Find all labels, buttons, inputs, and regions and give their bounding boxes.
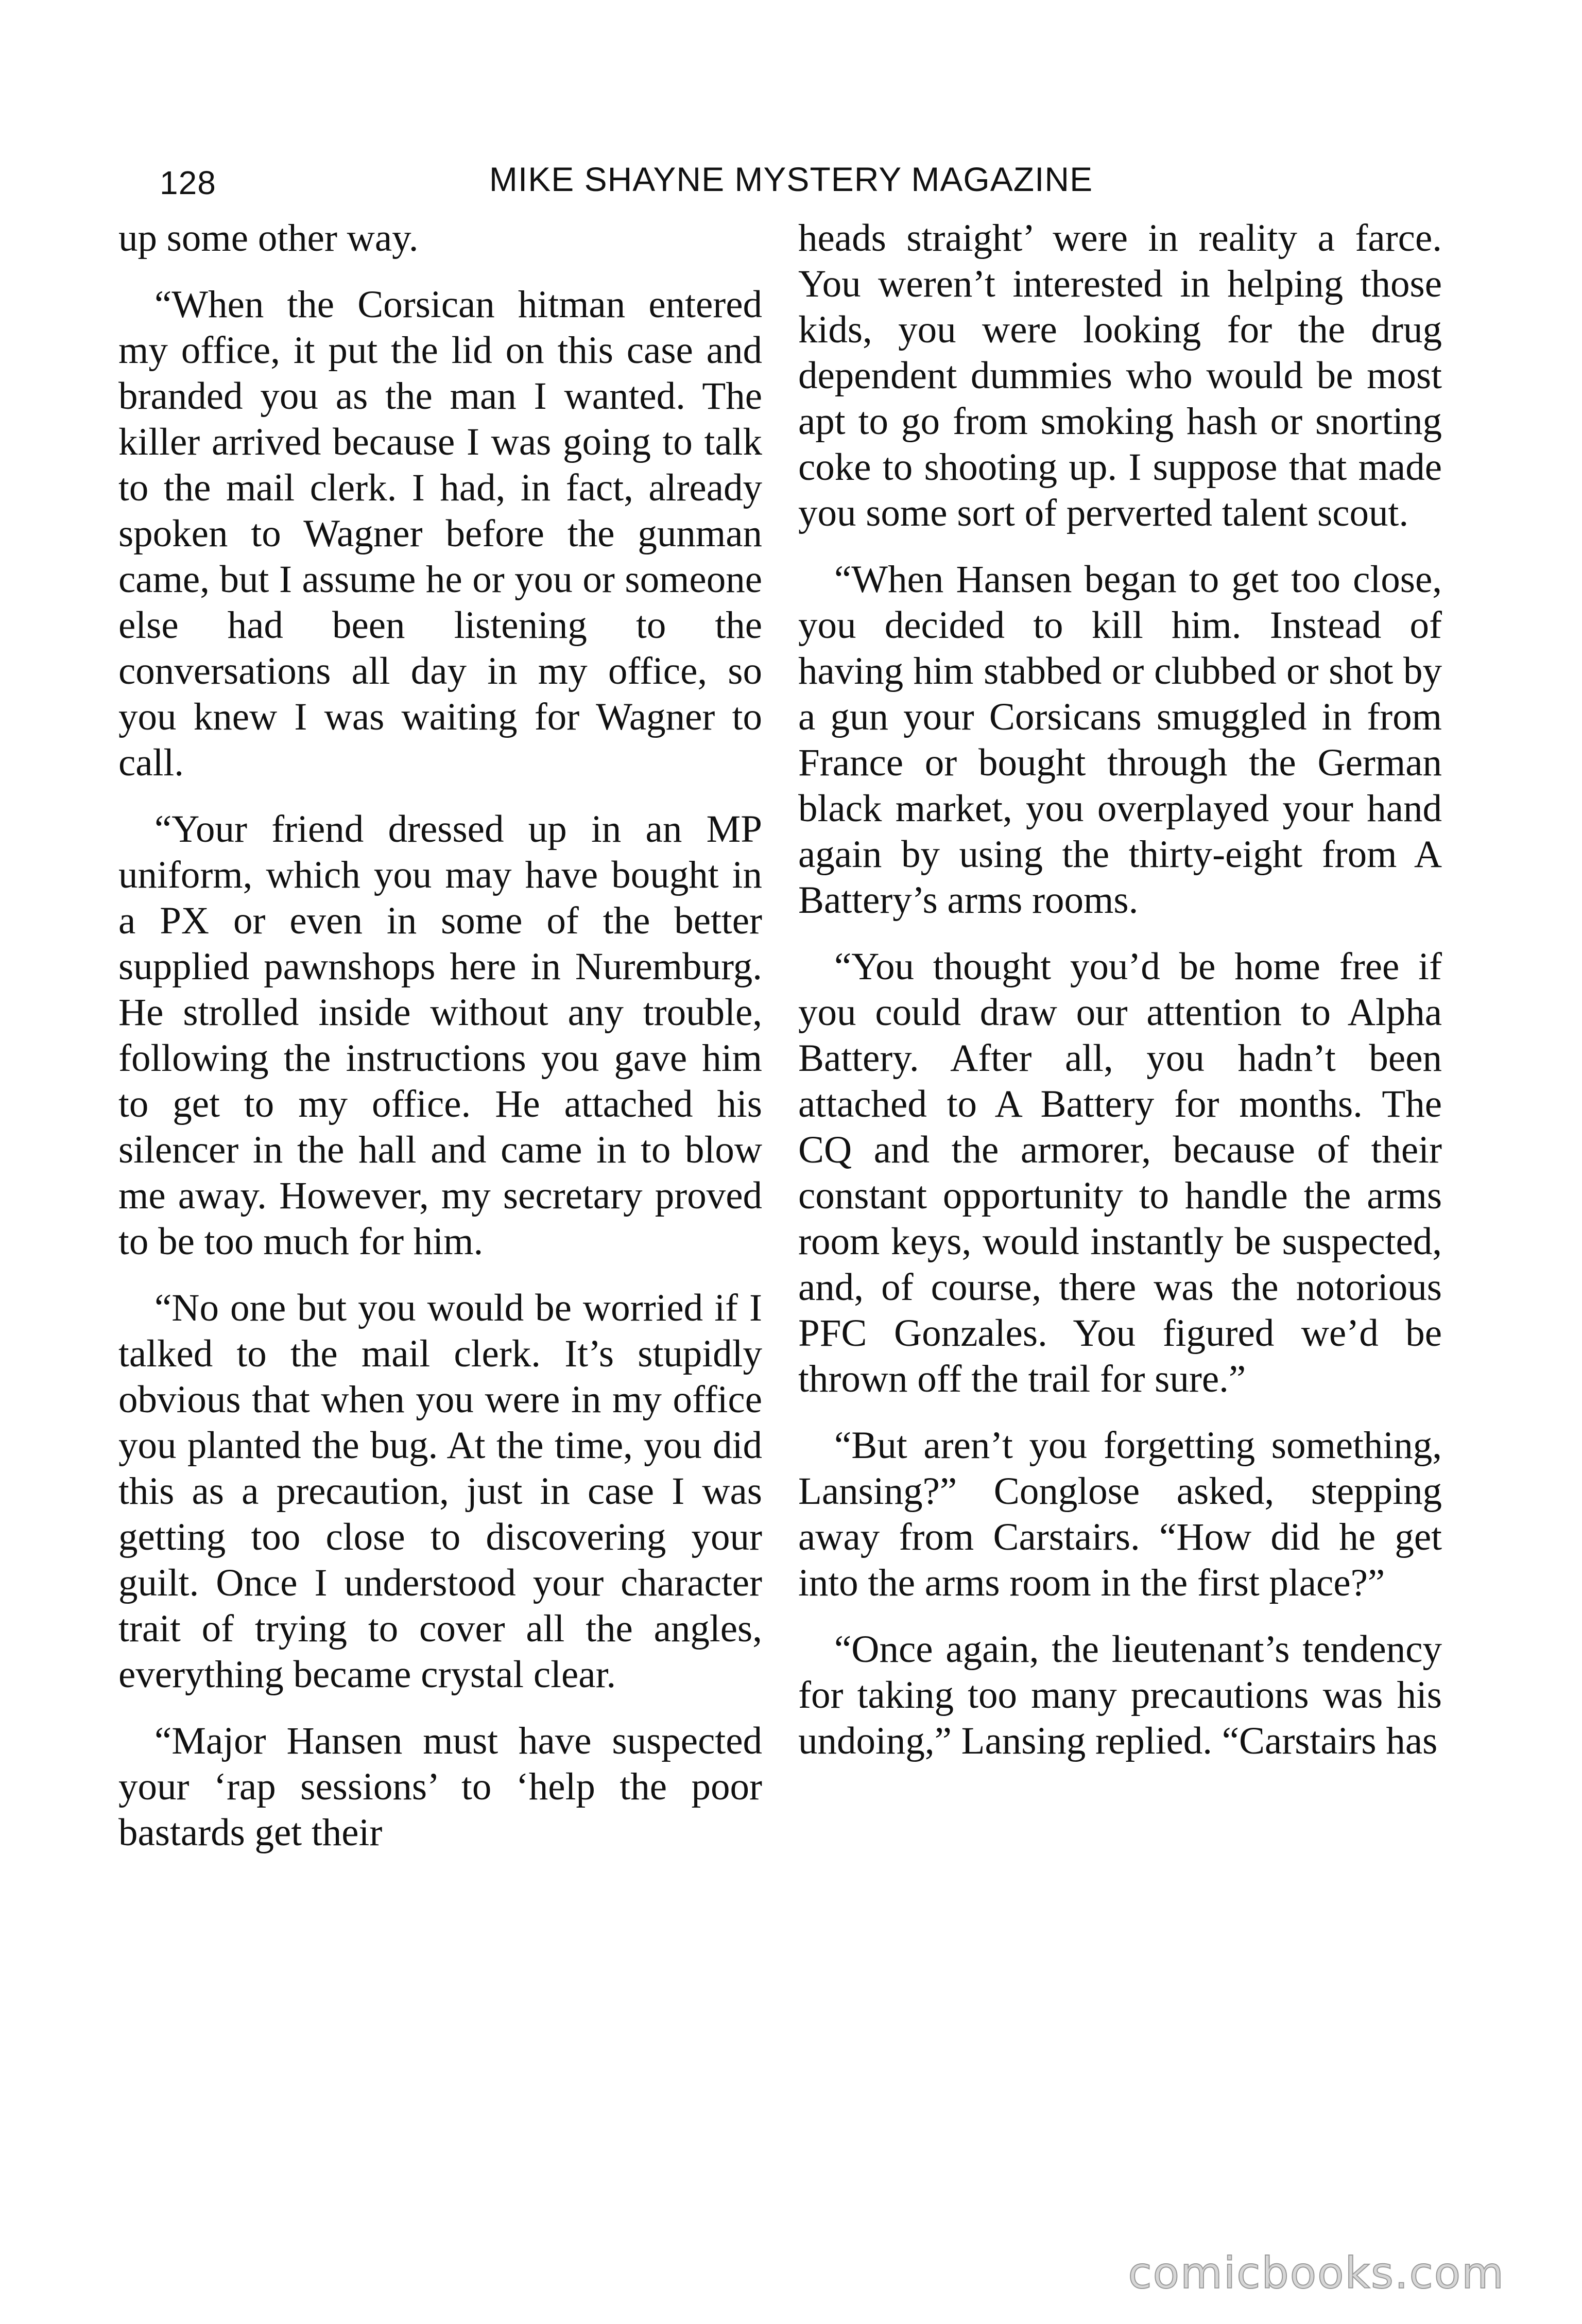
paragraph: “Major Hansen must have suspected your ‘rap sessions’ to ‘help the poor bastards get their [118,1720,762,1854]
paragraph: up some other way. [118,217,419,259]
right-column [798,215,1442,1784]
paragraph: “No one but you would be worried if I talked to the mail clerk. It’s stupidly obvious that when you were in my office you planted the bug. At the time, you did this as a precaution, just in case I was getting too close to discovering your guilt. Once I understood your character trait of trying to cover all the angles, everything became crystal clear. [118,1287,762,1696]
watermark: comicbooks.com [1128,2248,1505,2298]
paragraph: “Your friend dressed up in an MP uniform, which you may have bought in a PX or even in some of the better supplied pawnshops here in Nuremburg. He strolled inside without any trouble, following the instructions you gave him to get to my office. He attached his silencer in the hall and came in to blow me away. However, my secretary proved to be too much for him. [118,808,762,1263]
paragraph: “But aren’t you forgetting something, Lansing?” Conglose asked, stepping away from Carstairs. “How did he get into the arms room in the first place?” [798,1424,1442,1604]
paragraph: “You thought you’d be home free if you could draw our attention to Alpha Battery. After all, you hadn’t been attached to A Battery for months. The CQ and the armorer, because of their constant opportunity to handle the arms room keys, would instantly be suspected, and, of course, there was the notorious PFC Gonzales. You figured we’d be thrown off the trail for sure.” [798,945,1442,1400]
paragraph: “When Hansen began to get too close, you decided to kill him. Instead of having him stabbed or clubbed or shot by a gun your Corsicans smuggled in from France or bought through the German black market, you overplayed your hand again by using the thirty-eight from A Battery’s arms rooms. [798,558,1442,922]
left-column [118,215,762,1876]
running-title: MIKE SHAYNE MYSTERY MAGAZINE [489,160,1093,198]
paragraph: heads straight’ were in reality a farce. You weren’t interested in helping those kids, you were looking for the drug dependent dummies who would be most apt to go from smoking hash or snorting coke to shooting up. I suppose that made you some sort of perverted talent scout. [798,217,1442,534]
paragraph: “When the Corsican hitman entered my office, it put the lid on this case and branded you as the man I wanted. The killer arrived because I was going to talk to the mail clerk. I had, in fact, already spoken to Wagner before the gunman came, but I assume he or you or someone else had been listening to the conversations all day in my office, so you knew I was waiting for Wagner to call. [118,283,762,784]
page-number: 128 [160,164,216,201]
paragraph: “Once again, the lieutenant’s tendency for taking too many precautions was his undoing,” Lansing replied. “Carstairs has [798,1628,1442,1762]
